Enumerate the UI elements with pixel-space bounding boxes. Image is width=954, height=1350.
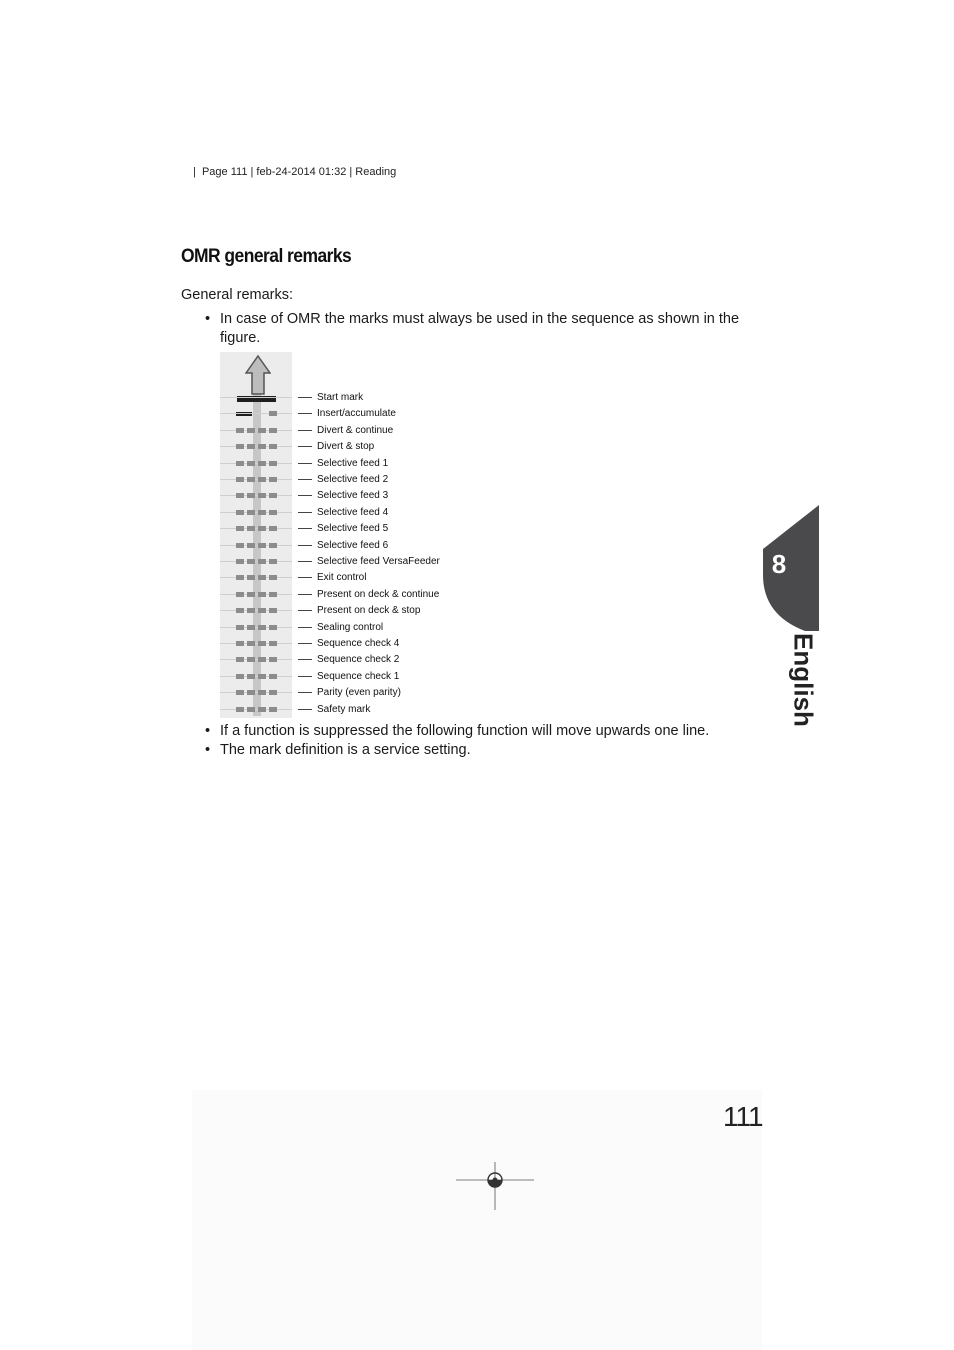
mark-position	[236, 477, 244, 482]
mark-position	[269, 559, 277, 564]
figure-row	[220, 424, 450, 438]
label-leader-line	[298, 659, 312, 660]
mark-label: Exit control	[317, 572, 367, 584]
figure-row	[220, 391, 450, 405]
label-leader-line	[298, 397, 312, 398]
mark-position	[247, 510, 255, 515]
row-rail	[220, 446, 292, 447]
mark-position	[247, 641, 255, 646]
row-rail	[220, 397, 292, 398]
mark-position	[258, 690, 266, 695]
mark-label: Selective feed 5	[317, 523, 389, 535]
row-rail	[220, 561, 292, 562]
mark-position	[269, 674, 277, 679]
omr-marks-figure	[220, 352, 450, 718]
mark-label: Selective feed 6	[317, 539, 389, 551]
label-leader-line	[298, 561, 312, 562]
mark-position	[247, 526, 255, 531]
row-rail	[220, 528, 292, 529]
bullet-dot: •	[205, 311, 211, 327]
mark-position	[236, 707, 244, 712]
row-rail	[220, 610, 292, 611]
row-rail	[220, 545, 292, 546]
mark-position	[247, 477, 255, 482]
direction-arrow-icon	[245, 355, 271, 395]
intro-text: General remarks:	[181, 287, 294, 303]
mark-position	[236, 559, 244, 564]
label-leader-line	[298, 545, 312, 546]
mark-label: Sequence check 1	[317, 670, 400, 682]
page-header: | Page 111 | feb-24-2014 01:32 | Reading	[193, 166, 397, 178]
figure-row	[220, 703, 450, 717]
mark-label: Sealing control	[317, 621, 384, 633]
mark-label: Safety mark	[317, 703, 371, 715]
figure-row	[220, 407, 450, 421]
mark-position	[258, 477, 266, 482]
label-leader-line	[298, 479, 312, 480]
mark-position	[247, 592, 255, 597]
mark-position	[258, 608, 266, 613]
mark-position	[247, 690, 255, 695]
mark-position	[258, 657, 266, 662]
mark-label: Sequence check 2	[317, 654, 400, 666]
mark-position	[258, 493, 266, 498]
mark-label: Insert/accumulate	[317, 408, 396, 420]
mark-position	[269, 428, 277, 433]
mark-position	[258, 707, 266, 712]
mark-position	[236, 625, 244, 630]
mark-position	[269, 608, 277, 613]
page-number: 111	[723, 1101, 763, 1132]
chapter-language: English	[788, 633, 819, 727]
figure-row	[220, 506, 450, 520]
row-rail	[220, 627, 292, 628]
figure-row	[220, 440, 450, 454]
mark-position	[247, 543, 255, 548]
figure-row	[220, 588, 450, 602]
mark-position	[269, 477, 277, 482]
bullet-text: The mark definition is a service setting.	[220, 742, 471, 758]
mark-position	[236, 641, 244, 646]
figure-row	[220, 621, 450, 635]
row-rail	[220, 709, 292, 710]
row-rail	[220, 512, 292, 513]
row-rail	[220, 577, 292, 578]
figure-row	[220, 539, 450, 553]
mark-position	[236, 543, 244, 548]
label-leader-line	[298, 594, 312, 595]
mark-position	[258, 444, 266, 449]
mark-label: Divert & stop	[317, 441, 375, 453]
row-rail	[220, 676, 292, 677]
mark-position	[236, 461, 244, 466]
page-background	[192, 1090, 762, 1350]
mark-position	[258, 428, 266, 433]
row-rail	[220, 413, 292, 414]
mark-position	[236, 510, 244, 515]
mark-position	[258, 526, 266, 531]
mark-label: Selective feed 1	[317, 457, 389, 469]
mark-position	[258, 510, 266, 515]
mark-position	[269, 592, 277, 597]
mark-position	[247, 493, 255, 498]
figure-row	[220, 555, 450, 569]
mark-position	[258, 461, 266, 466]
label-leader-line	[298, 430, 312, 431]
figure-row	[220, 604, 450, 618]
label-leader-line	[298, 610, 312, 611]
bullet-text: If a function is suppressed the following function will move upwards one line.	[220, 723, 710, 739]
mark-position	[258, 641, 266, 646]
mark-position	[236, 493, 244, 498]
bullet-dot: •	[205, 742, 211, 758]
row-rail	[220, 594, 292, 595]
figure-row	[220, 522, 450, 536]
label-leader-line	[298, 676, 312, 677]
figure-row	[220, 637, 450, 651]
figure-row	[220, 670, 450, 684]
label-leader-line	[298, 627, 312, 628]
mark-position	[247, 657, 255, 662]
mark-position	[258, 575, 266, 580]
mark-position	[236, 608, 244, 613]
row-rail	[220, 643, 292, 644]
label-leader-line	[298, 463, 312, 464]
mark-label: Divert & continue	[317, 424, 394, 436]
mark-position	[269, 510, 277, 515]
mark-position	[269, 493, 277, 498]
mark-position	[236, 690, 244, 695]
row-rail	[220, 495, 292, 496]
mark-position	[236, 657, 244, 662]
mark-label: Present on deck & stop	[317, 605, 421, 617]
figure-row	[220, 686, 450, 700]
mark-position	[236, 428, 244, 433]
mark-position	[236, 674, 244, 679]
mark-position	[247, 575, 255, 580]
label-leader-line	[298, 577, 312, 578]
mark-position	[247, 428, 255, 433]
chapter-number: 8	[771, 549, 787, 579]
figure-row	[220, 473, 450, 487]
mark-position	[269, 526, 277, 531]
mark-position	[258, 592, 266, 597]
label-leader-line	[298, 446, 312, 447]
mark-position	[258, 559, 266, 564]
mark-position	[269, 657, 277, 662]
mark-position	[269, 575, 277, 580]
bullet-dot: •	[205, 723, 211, 739]
mark-position	[269, 543, 277, 548]
mark-label: Selective feed 3	[317, 490, 389, 502]
figure-row	[220, 489, 450, 503]
label-leader-line	[298, 643, 312, 644]
mark-position	[258, 674, 266, 679]
mark-position	[236, 526, 244, 531]
row-rail	[220, 463, 292, 464]
mark-position	[269, 690, 277, 695]
label-leader-line	[298, 495, 312, 496]
mark-label: Selective feed VersaFeeder	[317, 556, 440, 567]
label-leader-line	[298, 692, 312, 693]
bullet-text: In case of OMR the marks must always be used in the sequence as shown in the figure.	[220, 311, 740, 346]
mark-position	[269, 707, 277, 712]
mark-label: Selective feed 4	[317, 506, 389, 518]
mark-position	[236, 444, 244, 449]
label-leader-line	[298, 413, 312, 414]
mark-position	[236, 575, 244, 580]
mark-label: Selective feed 2	[317, 474, 389, 485]
figure-row	[220, 457, 450, 471]
mark-position	[258, 625, 266, 630]
mark-position	[269, 641, 277, 646]
mark-position	[247, 625, 255, 630]
figure-row	[220, 653, 450, 667]
registration-mark-icon	[456, 1162, 534, 1210]
mark-position	[247, 559, 255, 564]
row-rail	[220, 479, 292, 480]
mark-label: Start mark	[317, 392, 364, 403]
mark-position	[269, 411, 277, 416]
label-leader-line	[298, 512, 312, 513]
section-title: OMR general remarks	[181, 246, 352, 267]
row-rail	[220, 692, 292, 693]
mark-label: Parity (even parity)	[317, 687, 401, 699]
mark-position	[258, 543, 266, 548]
mark-label: Present on deck & continue	[317, 588, 440, 600]
figure-row	[220, 571, 450, 585]
mark-position	[247, 608, 255, 613]
row-rail	[220, 430, 292, 431]
mark-position	[236, 592, 244, 597]
mark-position	[247, 707, 255, 712]
mark-position	[269, 444, 277, 449]
mark-position	[269, 625, 277, 630]
mark-position	[269, 461, 277, 466]
mark-position	[247, 461, 255, 466]
label-leader-line	[298, 709, 312, 710]
mark-label: Sequence check 4	[317, 638, 400, 649]
label-leader-line	[298, 528, 312, 529]
mark-position	[247, 444, 255, 449]
row-rail	[220, 659, 292, 660]
mark-position	[247, 674, 255, 679]
